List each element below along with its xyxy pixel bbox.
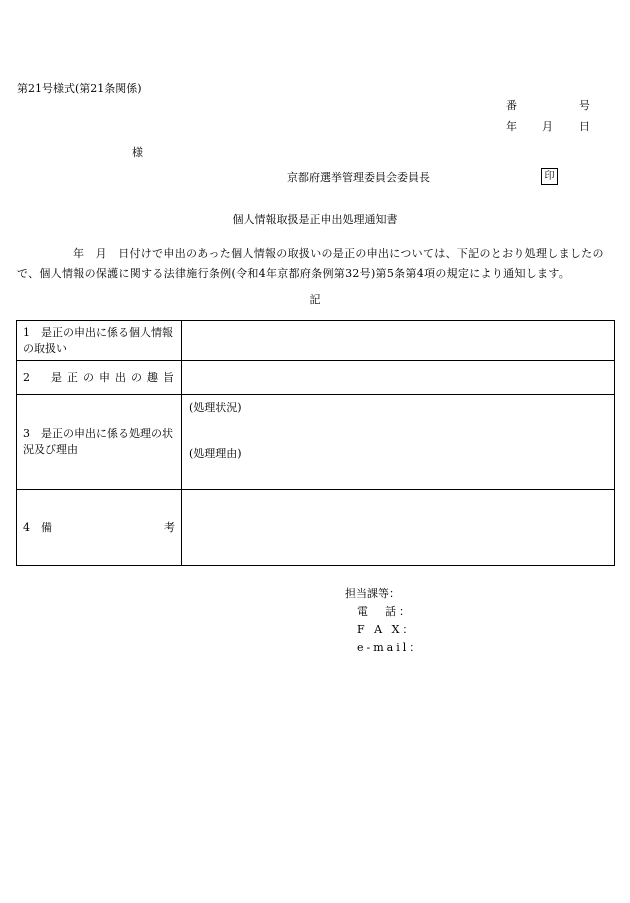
contact-block [345, 585, 423, 657]
row4-label-start: 4 備 [23, 520, 52, 534]
number-go-label: 号 [579, 99, 590, 112]
table-row [17, 395, 615, 490]
row3-label: 3 是正の申出に係る処理の状況及び理由 [17, 395, 182, 490]
row2-label: 2 是正の申出の趣旨 [17, 361, 182, 395]
ki-heading: 記 [309, 293, 321, 306]
row1-label: 1 是正の申出に係る個人情報の取扱い [17, 321, 182, 361]
row4-label-end: 考 [164, 520, 175, 534]
number-ban-label: 番 [506, 99, 517, 112]
notification-table [16, 320, 615, 566]
contact-email: e-mail： [357, 641, 424, 654]
contact-fax: F A X： [357, 623, 417, 636]
form-number-label: 第21号様式(第21条関係) [17, 82, 142, 95]
processing-reason-label: (処理理由) [189, 447, 242, 460]
row3-value [182, 395, 615, 490]
body-paragraph: 年 月 日付けで申出のあった個人情報の取扱いの是正の申出については、下記のとおり処理しましたので、個人情報の保護に関する法律施行条例(令和4年京都府条例第32号)第5条第4項の規定により通知します。 [17, 247, 604, 280]
day-label: 日 [579, 120, 590, 133]
document-title: 個人情報取扱是正申出処理通知書 [232, 213, 398, 226]
sender-title: 京都府選挙管理委員会委員長 [287, 171, 430, 184]
row4-label [17, 490, 182, 566]
month-label: 月 [542, 120, 553, 133]
row2-value [182, 361, 615, 395]
processing-status-label: (処理状況) [189, 401, 242, 414]
table-row [17, 361, 615, 395]
row4-value [182, 490, 615, 566]
row1-value [182, 321, 615, 361]
table-row [17, 490, 615, 566]
contact-dept: 担当課等： [345, 587, 400, 600]
contact-tel: 電 話： [357, 605, 413, 618]
table-row [17, 321, 615, 361]
year-label: 年 [506, 120, 517, 133]
seal-stamp: 印 [541, 168, 558, 185]
addressee-honorific: 様 [132, 146, 143, 159]
